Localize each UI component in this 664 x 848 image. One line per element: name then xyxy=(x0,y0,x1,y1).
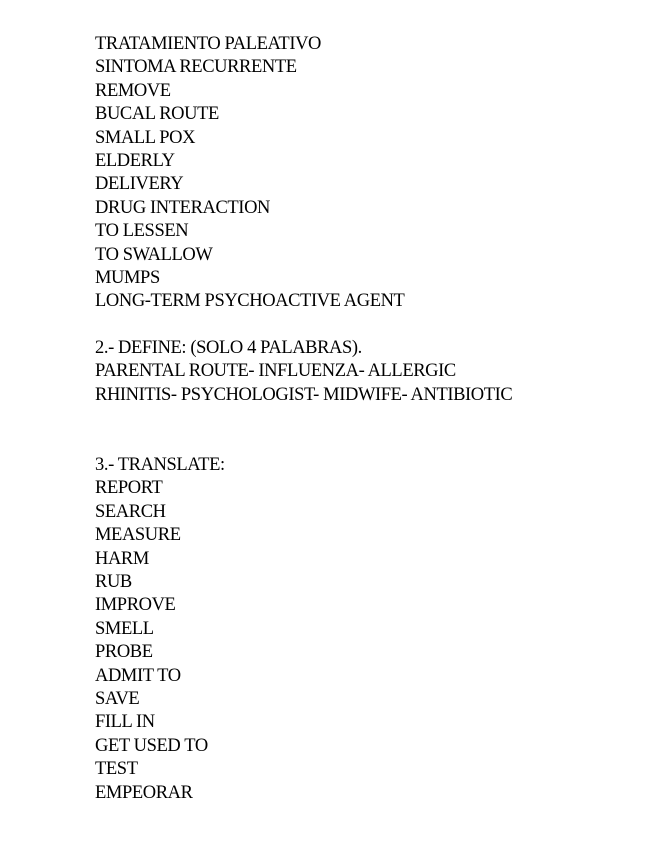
term-list-item: ELDERLY xyxy=(95,150,175,171)
term-list-item: SMALL POX xyxy=(95,127,196,148)
translate-list-item: RUB xyxy=(95,572,132,592)
translate-list-item: FILL IN xyxy=(95,712,155,733)
section-2-heading: 2.- DEFINE: (SOLO 4 PALABRAS). xyxy=(95,338,362,359)
term-list-item: SINTOMA RECURRENTE xyxy=(95,57,297,78)
blank-lines xyxy=(95,407,655,454)
section-2-line: RHINITIS- PSYCHOLOGIST- MIDWIFE- ANTIBIOTIC xyxy=(95,384,513,405)
translate-list-item: ADMIT TO xyxy=(95,665,181,686)
document-page xyxy=(95,33,655,805)
translate-list-item: REPORT xyxy=(95,478,163,499)
translate-list-item: EMPEORAR xyxy=(95,782,193,803)
term-list-item: DRUG INTERACTION xyxy=(95,197,270,218)
term-list-item: DELIVERY xyxy=(95,174,184,195)
section-1-term-list xyxy=(95,33,655,314)
translate-list-item: SMELL xyxy=(95,618,154,639)
term-list-item: BUCAL ROUTE xyxy=(95,104,219,125)
section-3 xyxy=(95,454,655,805)
section-2-line: PARENTAL ROUTE- INFLUENZA- ALLERGIC xyxy=(95,361,456,382)
term-list-item: REMOVE xyxy=(95,80,171,101)
term-list-item: TO SWALLOW xyxy=(95,244,213,265)
translate-list-item: TEST xyxy=(95,759,138,780)
section-3-translate-list xyxy=(95,477,655,804)
term-list-item: MUMPS xyxy=(95,267,160,288)
translate-list-item: GET USED TO xyxy=(95,735,208,756)
term-list-item: TO LESSEN xyxy=(95,221,189,242)
translate-list-item: HARM xyxy=(95,548,149,569)
term-list-item: TRATAMIENTO PALEATIVO xyxy=(95,34,321,54)
translate-list-item: SAVE xyxy=(95,688,140,709)
term-list-item: LONG-TERM PSYCHOACTIVE AGENT xyxy=(95,291,405,312)
translate-list-item: PROBE xyxy=(95,642,153,663)
translate-list-item: MEASURE xyxy=(95,525,181,546)
section-3-heading: 3.- TRANSLATE: xyxy=(95,455,225,476)
section-2 xyxy=(95,337,655,407)
translate-list-item: IMPROVE xyxy=(95,595,176,616)
translate-list-item: SEARCH xyxy=(95,501,166,522)
blank-line xyxy=(95,314,655,337)
